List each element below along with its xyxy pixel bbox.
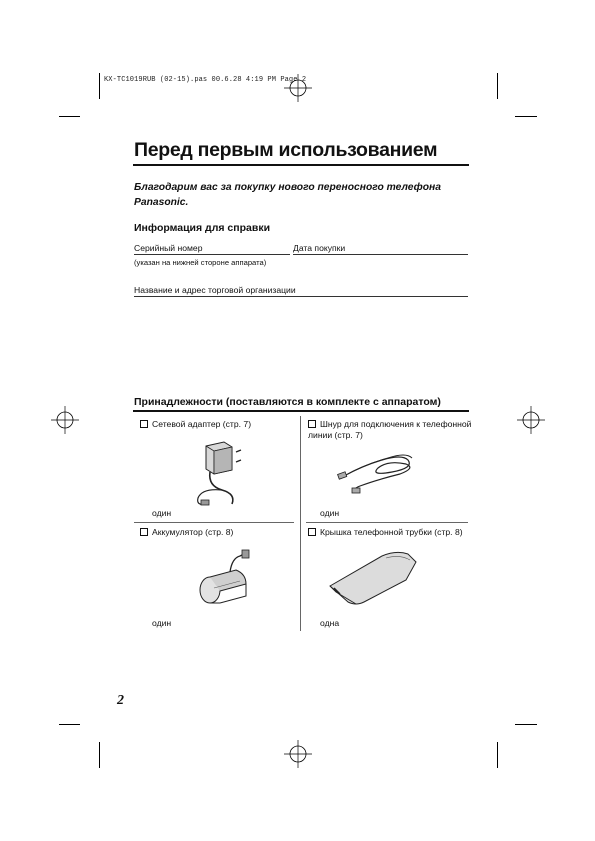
print-slug: KX-TC1019RUB (02-15).pas 00.6.28 4:19 PM Page 2 xyxy=(104,76,307,84)
crop-mark xyxy=(515,724,537,725)
accessory-item-label: Сетевой адаптер (стр. 7) xyxy=(140,419,295,430)
serial-number-field xyxy=(134,254,290,255)
checkbox-icon xyxy=(308,528,316,536)
thank-you-text: Благодарим вас за покупку нового переносного телефона Panasonic. xyxy=(134,182,441,208)
checkbox-icon xyxy=(308,420,316,428)
accessory-item-label: Крышка телефонной трубки (стр. 8) xyxy=(308,527,472,538)
crop-mark xyxy=(59,724,80,725)
telephone-cord-illustration xyxy=(336,446,418,496)
registration-mark-icon xyxy=(51,406,79,434)
accessory-quantity: один xyxy=(320,508,340,518)
accessory-quantity: один xyxy=(152,508,172,518)
title-rule xyxy=(133,164,469,166)
ac-adaptor-illustration xyxy=(192,438,250,510)
accessories-row-divider xyxy=(306,522,468,523)
registration-mark-icon xyxy=(284,740,312,768)
crop-mark xyxy=(515,116,537,117)
page-title: Перед первым использованием xyxy=(134,139,438,161)
accessory-item-label: Аккумулятор (стр. 8) xyxy=(140,527,295,538)
accessory-quantity: один xyxy=(152,618,172,628)
dealer-field xyxy=(134,296,468,297)
purchase-date-field xyxy=(293,254,468,255)
crop-mark xyxy=(497,73,498,99)
crop-mark xyxy=(99,73,100,99)
accessories-heading: Принадлежности (поставляются в комплекте с аппаратом) xyxy=(134,396,441,408)
reference-heading: Информация для справки xyxy=(134,222,271,234)
accessories-column-divider xyxy=(300,416,301,631)
checkbox-icon xyxy=(140,420,148,428)
handset-cover-illustration xyxy=(326,550,418,606)
dealer-label: Название и адрес торговой организации xyxy=(134,285,296,295)
crop-mark xyxy=(59,116,80,117)
purchase-date-label: Дата покупки xyxy=(293,243,346,253)
accessories-row-divider xyxy=(134,522,294,523)
serial-number-note: (указан на нижней стороне аппарата) xyxy=(134,258,267,267)
crop-mark xyxy=(497,742,498,768)
page-number: 2 xyxy=(117,693,124,708)
accessory-item-label: Шнур для подключения к телефонной линии (стр. 7) xyxy=(308,419,472,440)
battery-pack-illustration xyxy=(196,548,258,610)
accessory-quantity: одна xyxy=(320,618,340,628)
registration-mark-icon xyxy=(517,406,545,434)
registration-mark-icon xyxy=(284,74,312,102)
crop-mark xyxy=(99,742,100,768)
accessories-rule xyxy=(133,410,469,412)
serial-number-label: Серийный номер xyxy=(134,243,203,253)
checkbox-icon xyxy=(140,528,148,536)
